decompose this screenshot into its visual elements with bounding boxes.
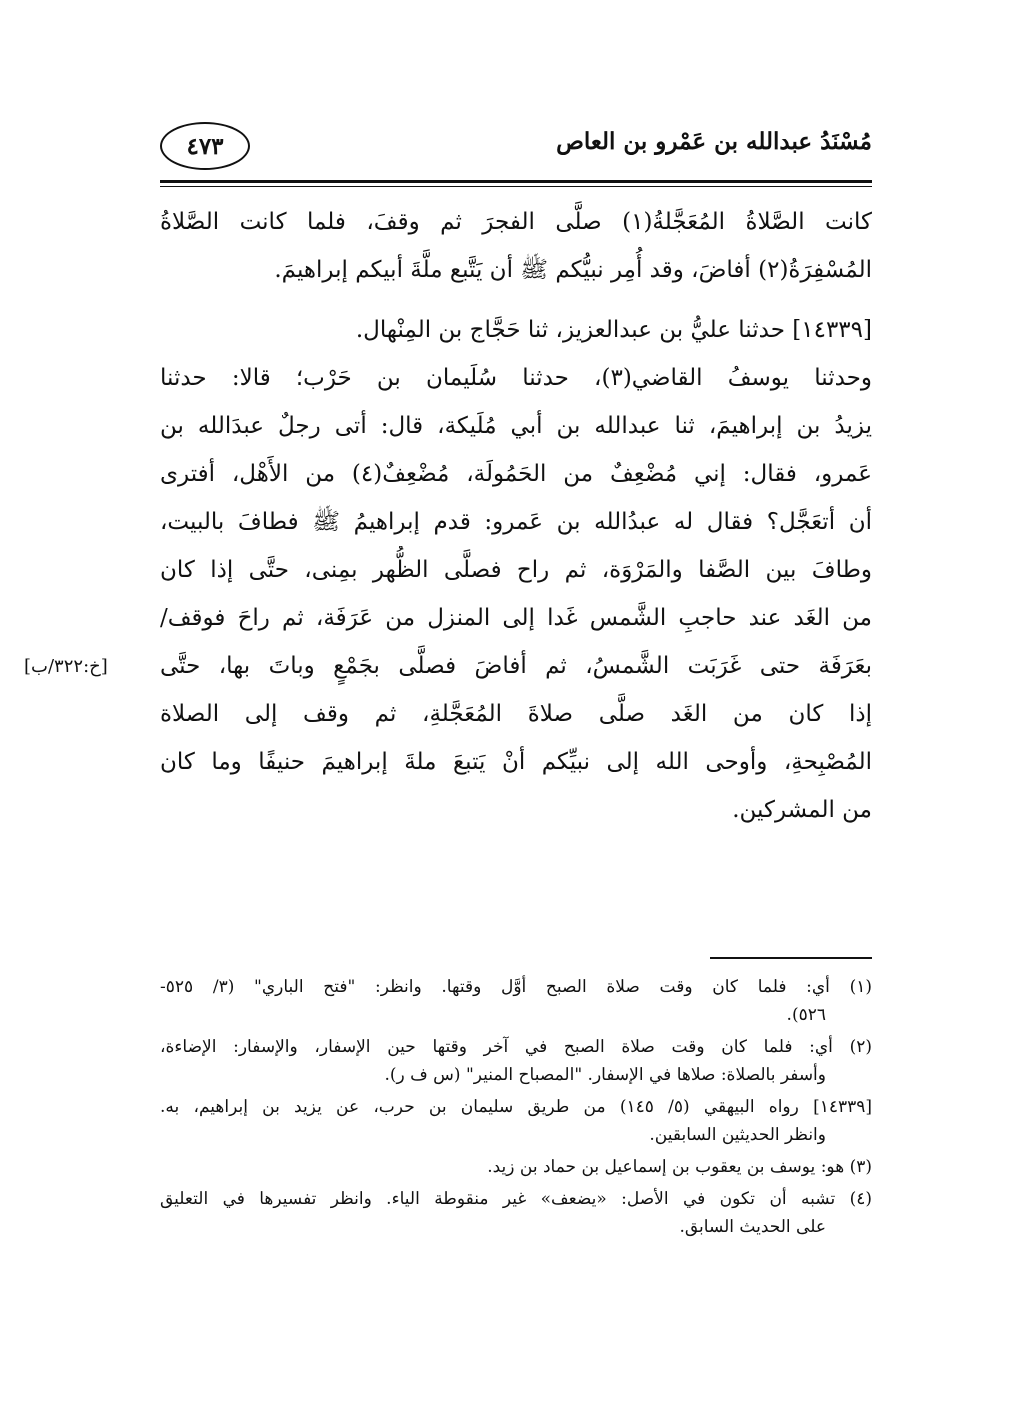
page-number: ٤٧٣: [160, 122, 250, 170]
text-line: المُسْفِرَةُ(٢) أفاضَ، وقد أُمِر نبيُّكم ﷺ أن يَتَّبع ملَّةَ أبيكم إبراهيمَ.: [274, 257, 872, 283]
footnote-line: وانظر الحديثين السابقين.: [649, 1125, 826, 1145]
header-rule-thick: [160, 180, 872, 183]
footnote-line: ٥٢٦).: [786, 1005, 826, 1025]
hadith-number-line: [١٤٣٣٩] حدثنا عليُّ بن عبدالعزيز، ثنا حَجَّاج بن المِنْهال.: [355, 317, 872, 343]
text-line: إذا كان من الغَد صلَّى صلاةَ المُعَجَّلةِ، ثم وقف إلى الصلاة: [160, 701, 872, 727]
footnote-line: [١٤٣٣٩] رواه البيهقي (٥/ ١٤٥) من طريق سليمان بن حرب، عن يزيد بن إبراهيم، به.: [160, 1097, 872, 1117]
footnote-line: (١) أي: فلما كان وقت صلاة الصبح أوَّل وقتها. وانظر: "فتح الباري" (٣/ ٥٢٥-: [160, 977, 872, 997]
footnotes: [160, 973, 872, 1241]
main-text: [160, 198, 872, 834]
header-rule-thin: [160, 186, 872, 187]
text-line: من الغَد عند حاجبِ الشَّمس غَدا إلى المنزل من عَرَفَة، ثم راحَ فوقف/: [160, 605, 872, 631]
manuscript-margin-note: [خ:٣٢٢/ب]: [24, 656, 108, 677]
footnote-line: (٣) هو: يوسف بن يعقوب بن إسماعيل بن حماد بن زيد.: [487, 1157, 872, 1177]
running-title: مُسْنَدُ عبدالله بن عَمْرو بن العاص: [556, 128, 872, 155]
footnote-line: (٤) تشبه أن تكون في الأصل: «يضعف» غير منقوطة الياء. وانظر تفسيرها في التعليق: [160, 1189, 872, 1209]
text-line: وحدثنا يوسفُ القاضي(٣)، حدثنا سُلَيمان بن حَرْب؛ قالا: حدثنا: [160, 365, 872, 391]
text-line: وطافَ بين الصَّفا والمَرْوَة، ثم راح فصلَّى الظُّهر بمِنى، حتَّى إذا كان: [160, 557, 872, 583]
text-line: المُصْبِحةِ، وأوحى الله إلى نبيِّكم أنْ يَتبعَ ملةَ إبراهيمَ حنيفًا وما كان: [160, 749, 872, 775]
text-line: عَمرو، فقال: إني مُضْعِفٌ من الحَمُولَة، مُضْعِفٌ(٤) من الأَهْل، أفترى: [160, 461, 872, 487]
footnote-line: (٢) أي: فلما كان وقت صلاة الصبح في آخر وقتها حين الإسفار، والإسفار: الإضاءة،: [160, 1037, 872, 1057]
text-line: يزيدُ بن إبراهيمَ، ثنا عبدالله بن أبي مُلَيكة، قال: أتى رجلٌ عبدَالله بن: [160, 413, 872, 439]
text-line: كانت الصَّلاةُ المُعَجَّلةُ(١) صلَّى الفجرَ ثم وقفَ، فلما كانت الصَّلاةُ: [160, 209, 872, 235]
footnote-line: على الحديث السابق.: [679, 1217, 826, 1237]
page-header: [160, 118, 872, 180]
footnote-line: وأسفر بالصلاة: صلاها في الإسفار. "المصباح المنير" (س ف ر).: [384, 1065, 826, 1085]
text-line: أن أتعَجَّل؟ فقال له عبدُالله بن عَمرو: قدم إبراهيمُ ﷺ فطافَ بالبيت،: [160, 509, 872, 535]
text-line: من المشركين.: [732, 797, 872, 823]
text-line: بعَرَفَة حتى غَرَبَت الشَّمسُ، ثم أفاضَ فصلَّى بجَمْعٍ وباتَ بها، حتَّى: [160, 653, 872, 679]
footnote-separator: [710, 957, 872, 959]
